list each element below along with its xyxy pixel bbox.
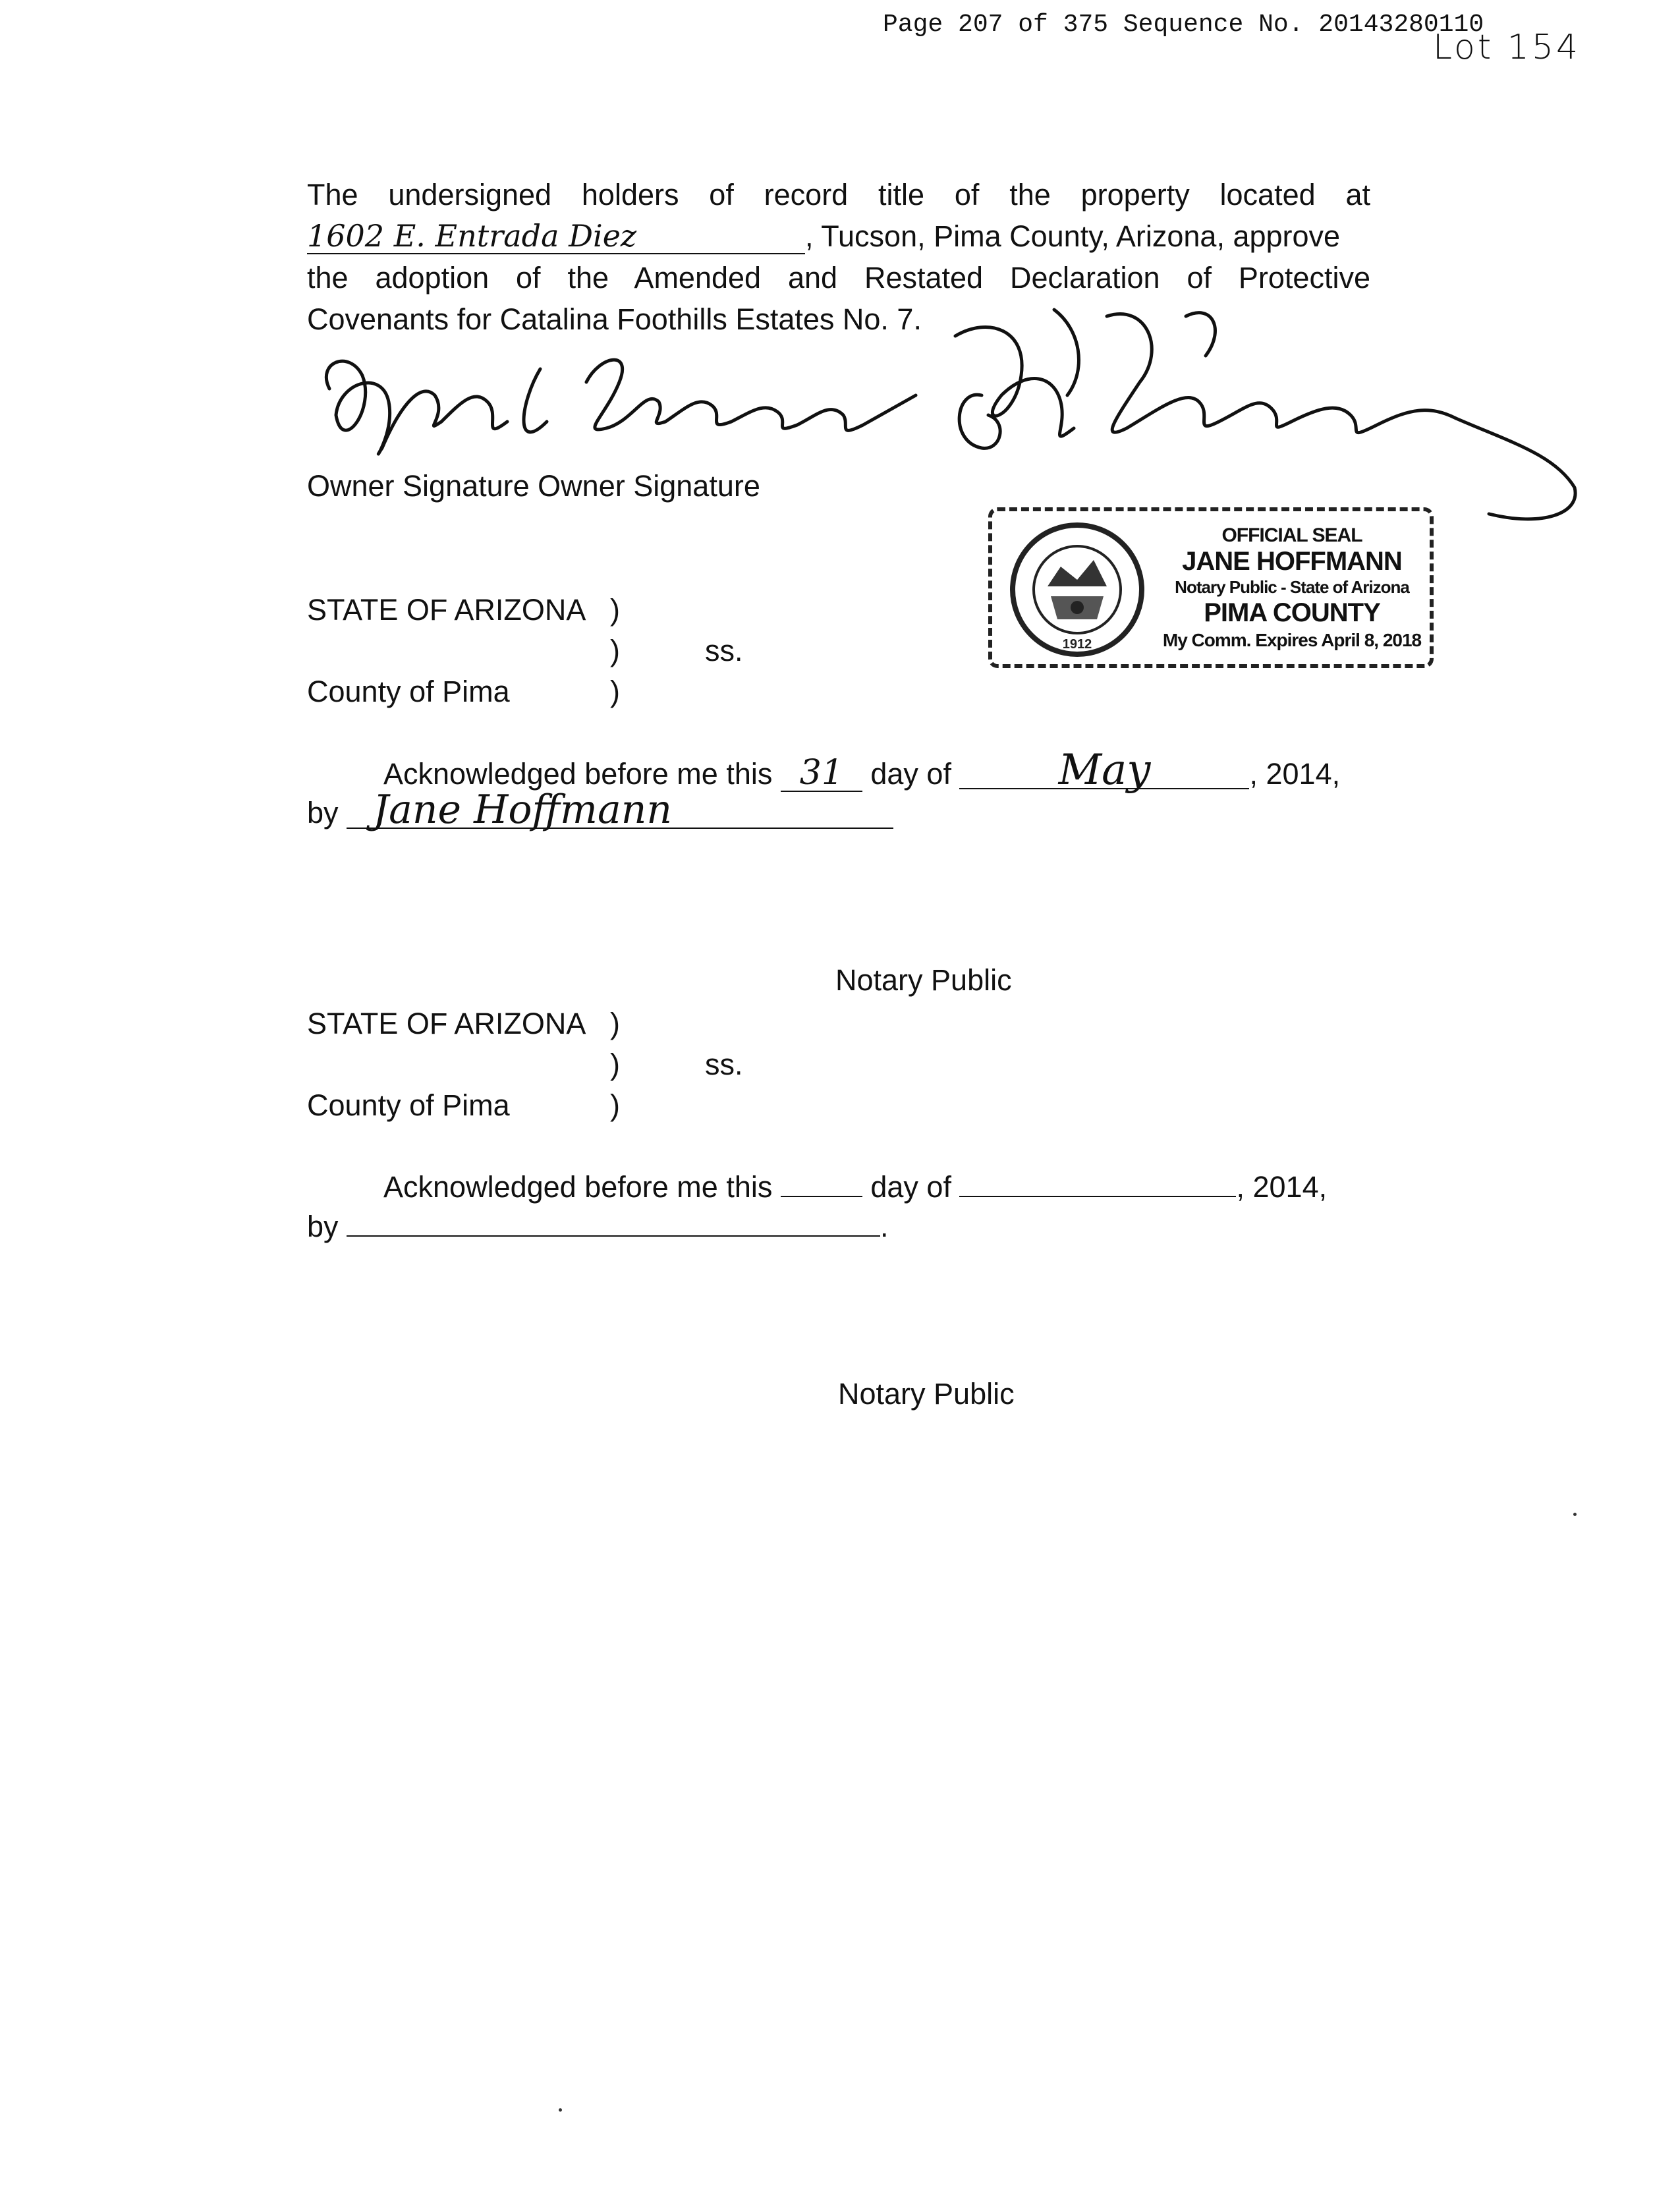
block1-county-label: County of Pima [307, 675, 510, 708]
block2-county-label: County of Pima [307, 1088, 510, 1122]
signature-1 [326, 360, 916, 454]
block1-state-label: STATE OF ARIZONA [307, 593, 586, 627]
notary-block-1 [307, 589, 1374, 879]
property-address-handwritten: 1602 E. Entrada Diez [307, 219, 805, 254]
intro-line-2 [307, 215, 1370, 257]
block2-by-label: by [307, 1210, 339, 1243]
block2-by-line [307, 1206, 889, 1247]
seal-notary-role: Notary Public - State of Arizona [1175, 577, 1409, 597]
owner-signature-labels: Owner Signature Owner Signature [307, 469, 760, 503]
block2-paren-1: ) [610, 1007, 620, 1040]
block2-day-of: day of [870, 1170, 951, 1204]
block2-state-label: STATE OF ARIZONA [307, 1007, 586, 1040]
seal-year: 1912 [1062, 637, 1092, 652]
block1-paren-2: ) [610, 634, 620, 667]
block1-ack-prefix: Acknowledged before me this [383, 757, 773, 791]
intro-line-4: Covenants for Catalina Foothills Estates No. 7. [307, 302, 922, 336]
intro-line-1: The undersigned holders of record title of the property located at [307, 178, 1370, 211]
intro-line-2-rest: , Tucson, Pima County, Arizona, approve [805, 219, 1341, 253]
seal-notary-name: JANE HOFFMANN [1182, 547, 1402, 576]
intro-line-3: the adoption of the Amended and Restated Declaration of Protective [307, 261, 1370, 295]
block1-paren-3: ) [610, 675, 620, 708]
block2-day-blank [781, 1169, 862, 1197]
scan-speck [559, 2108, 562, 2112]
signature-2-upper [1054, 310, 1215, 395]
scan-speck [1573, 1513, 1577, 1516]
block2-month-blank [959, 1169, 1236, 1197]
block2-paren-2: ) [610, 1048, 620, 1081]
page-sequence-header: Page 207 of 375 Sequence No. 20143280110 [883, 11, 1484, 39]
block2-by-period: . [880, 1210, 889, 1243]
signature-2 [955, 314, 1575, 519]
block1-notary-public-label: Notary Public [835, 963, 1012, 997]
block1-paren-1: ) [610, 593, 620, 627]
block2-ss: ss. [705, 1048, 743, 1081]
block2-by-blank [347, 1209, 880, 1237]
notary-block-2 [307, 1003, 1374, 1253]
block1-day-of: day of [870, 757, 951, 791]
block2-ack-line [383, 1166, 1327, 1208]
block2-notary-public-label: Notary Public [838, 1377, 1015, 1411]
block1-ss: ss. [705, 634, 743, 667]
block1-by-value: Jane Hoffmann [347, 792, 893, 829]
block1-year: , 2014, [1249, 757, 1341, 791]
block1-month-value: May [959, 752, 1249, 789]
seal-expiration: My Comm. Expires April 8, 2018 [1162, 630, 1422, 650]
block1-day-value: 31 [781, 755, 862, 792]
block2-year: , 2014, [1236, 1170, 1328, 1204]
block2-paren-3: ) [610, 1088, 620, 1122]
block1-by-line [307, 787, 893, 833]
seal-title: OFFICIAL SEAL [1221, 524, 1362, 546]
seal-county: PIMA COUNTY [1204, 598, 1380, 627]
block1-by-label: by [307, 796, 339, 829]
block2-ack-prefix: Acknowledged before me this [383, 1170, 773, 1204]
lot-number-note: Lot 154 [1433, 28, 1581, 67]
